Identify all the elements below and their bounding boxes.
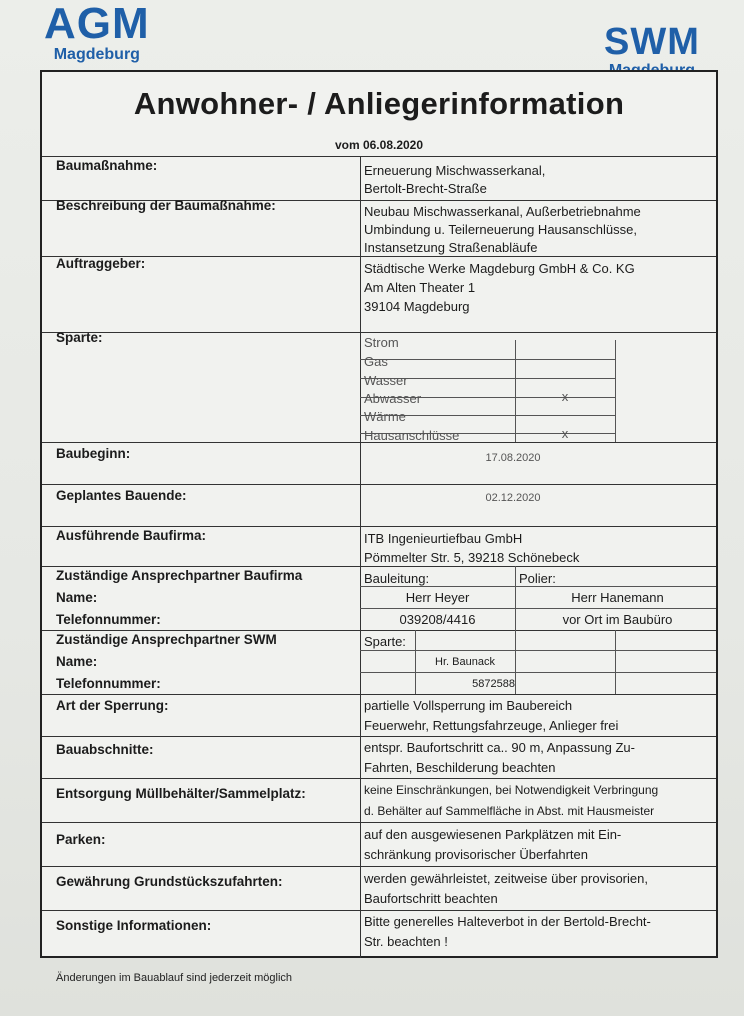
polier-name: Herr Hanemann	[571, 590, 664, 605]
baubeginn-value: 17.08.2020	[485, 452, 541, 464]
baufirma-label: Ausführende Baufirma:	[56, 528, 207, 543]
polier-phone: vor Ort im Baubüro	[562, 612, 673, 627]
baumassnahme-line1: Erneuerung Mischwasserkanal,	[364, 163, 546, 178]
ansprechpartner-baufirma-phone-label: Telefonnummer:	[56, 612, 161, 627]
baufirma-line2: Pömmelter Str. 5, 39218 Schönebeck	[364, 550, 580, 565]
sperrung-label: Art der Sperrung:	[56, 698, 169, 713]
grid-line	[615, 630, 616, 694]
agm-logo-name: AGM	[44, 0, 150, 48]
grid-line	[615, 340, 616, 442]
bauleitung-name: Herr Heyer	[405, 590, 470, 605]
beschreibung-line2: Umbindung u. Teilerneuerung Hausanschlüsse,	[364, 222, 637, 237]
zufahrten-label: Gewährung Grundstückszufahrten:	[56, 874, 283, 889]
sparte-mark: x	[561, 389, 569, 404]
rule	[42, 778, 716, 779]
bauleitung-phone: 039208/4416	[399, 612, 476, 627]
rule	[42, 736, 716, 737]
ansprechpartner-swm-name-label: Name:	[56, 654, 98, 669]
baubeginn-label: Baubeginn:	[56, 446, 131, 461]
baufirma-line1: ITB Ingenieurtiefbau GmbH	[364, 531, 523, 546]
auftraggeber-label: Auftraggeber:	[56, 256, 146, 271]
bauabschnitte-line2: Fahrten, Beschilderung beachten	[364, 760, 556, 775]
sonstige-line2: Str. beachten !	[364, 934, 448, 949]
agm-logo-city: Magdeburg	[53, 46, 140, 63]
sparte-item: Gas	[364, 354, 388, 369]
sparte-mark: x	[561, 426, 569, 441]
ansprechpartner-baufirma-name-label: Name:	[56, 590, 98, 605]
auftraggeber-line3: 39104 Magdeburg	[364, 299, 470, 314]
auftraggeber-line1: Städtische Werke Magdeburg GmbH & Co. KG	[364, 261, 635, 276]
bauabschnitte-line1: entspr. Baufortschritt ca.. 90 m, Anpassung Zu-	[364, 740, 635, 755]
bauleitung-label: Bauleitung:	[364, 571, 430, 586]
sparte-item: Wärme	[364, 409, 406, 424]
footer-note: Änderungen im Bauablauf sind jederzeit möglich	[56, 972, 293, 984]
bauende-label: Geplantes Bauende:	[56, 488, 187, 503]
info-form	[40, 70, 718, 958]
parken-label: Parken:	[56, 832, 106, 847]
grid-line	[360, 672, 716, 673]
parken-line2: schränkung provisorischer Überfahrten	[364, 847, 588, 862]
zufahrten-line1: werden gewährleistet, zeitweise über provisorien,	[364, 871, 648, 886]
entsorgung-line2: d. Behälter auf Sammelfläche in Abst. mit Hausmeister	[364, 804, 655, 818]
sparte-label: Sparte:	[56, 330, 103, 345]
column-divider	[360, 156, 361, 958]
sparte-item: Hausanschlüsse	[364, 428, 460, 443]
rule	[42, 694, 716, 695]
rule	[42, 484, 716, 485]
grid-line	[360, 650, 716, 651]
document-title: Anwohner- / Anliegerinformation	[133, 86, 625, 121]
sperrung-line2: Feuerwehr, Rettungsfahrzeuge, Anlieger frei	[364, 718, 619, 733]
grid-line	[360, 359, 615, 360]
swm-sparte-label: Sparte:	[364, 634, 406, 649]
rule	[42, 910, 716, 911]
sperrung-line1: partielle Vollsperrung im Baubereich	[364, 698, 573, 713]
entsorgung-line1: keine Einschränkungen, bei Notwendigkeit Verbringung	[364, 783, 659, 797]
entsorgung-label: Entsorgung Müllbehälter/Sammelplatz:	[56, 786, 306, 801]
ansprechpartner-swm-label: Zuständige Ansprechpartner SWM	[56, 632, 277, 647]
parken-line1: auf den ausgewiesenen Parkplätzen mit Ein-	[364, 827, 622, 842]
beschreibung-label: Beschreibung der Baumaßnahme:	[56, 198, 276, 213]
ansprechpartner-swm-phone-label: Telefonnummer:	[56, 676, 161, 691]
zufahrten-line2: Baufortschritt beachten	[364, 891, 498, 906]
grid-line	[515, 630, 516, 694]
sparte-item: Abwasser	[364, 391, 422, 406]
baumassnahme-line2: Bertolt-Brecht-Straße	[364, 181, 487, 196]
beschreibung-line1: Neubau Mischwasserkanal, Außerbetriebnahme	[364, 204, 641, 219]
rule	[42, 822, 716, 823]
bauende-value: 02.12.2020	[485, 492, 541, 504]
swm-contact-phone: 5872588	[472, 678, 515, 690]
sparte-item: Wasser	[364, 373, 408, 388]
sonstige-label: Sonstige Informationen:	[56, 918, 212, 933]
ansprechpartner-baufirma-label: Zuständige Ansprechpartner Baufirma	[56, 568, 303, 583]
agm-logo	[44, 2, 150, 64]
auftraggeber-line2: Am Alten Theater 1	[364, 280, 476, 295]
swm-contact-name: Hr. Baunack	[435, 656, 495, 668]
grid-line	[360, 608, 716, 609]
rule	[42, 866, 716, 867]
sparte-item: Strom	[364, 335, 399, 350]
rule	[42, 526, 716, 527]
sonstige-line1: Bitte generelles Halteverbot in der Bertold-Brecht-	[364, 914, 651, 929]
document-date: vom 06.08.2020	[334, 138, 424, 152]
rule	[42, 156, 716, 157]
swm-logo-name: SWM	[604, 21, 700, 63]
polier-label: Polier:	[519, 571, 556, 586]
bauabschnitte-label: Bauabschnitte:	[56, 742, 154, 757]
beschreibung-line3: Instansetzung Straßenabläufe	[364, 240, 538, 255]
baumassnahme-label: Baumaßnahme:	[56, 158, 158, 173]
